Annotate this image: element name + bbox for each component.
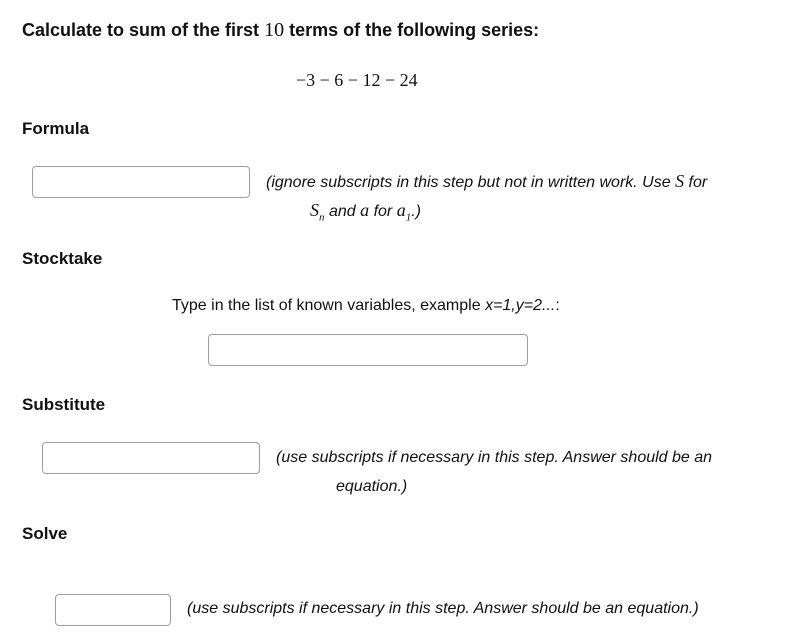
formula-hint-symbol-a: a: [360, 200, 370, 220]
solve-hint: (use subscripts if necessary in this step. Answer should be an equation.): [187, 600, 699, 617]
formula-hint-line2: [310, 196, 421, 233]
formula-input[interactable]: [32, 166, 250, 198]
formula-hint-end: .): [411, 203, 421, 220]
solve-input[interactable]: [55, 594, 171, 626]
question-prefix: Calculate to sum of the first: [22, 20, 260, 40]
formula-hint-line1: [266, 167, 707, 197]
substitute-input[interactable]: [42, 442, 260, 474]
question-suffix: terms of the following series:: [289, 20, 540, 40]
stocktake-instruction-text: Type in the list of known variables, example: [172, 297, 481, 314]
formula-hint-symbol-s: S: [675, 171, 685, 191]
stocktake-input[interactable]: [208, 334, 528, 366]
stocktake-instruction-example: x=1,y=2...: [485, 297, 556, 314]
formula-hint-for: for: [688, 174, 708, 191]
question-title: [22, 19, 539, 42]
formula-hint-for2: for: [373, 203, 393, 220]
formula-heading: Formula: [22, 119, 90, 138]
formula-hint-and: and: [328, 203, 356, 220]
formula-hint-sn-base: S: [310, 200, 319, 220]
substitute-hint-line2: equation.): [336, 478, 408, 495]
formula-hint-symbol-sn: [310, 200, 325, 224]
formula-hint-symbol-a1: [396, 200, 412, 224]
solve-heading: Solve: [22, 524, 68, 543]
substitute-hint-line1: (use subscripts if necessary in this step. Answer should be an: [276, 449, 713, 466]
series-expression: −3 − 6 − 12 − 24: [296, 70, 418, 90]
formula-hint-a1-base: a: [396, 200, 406, 220]
stocktake-instruction: [172, 297, 560, 315]
formula-hint-a1-sub: 1: [405, 211, 412, 224]
stocktake-heading: Stocktake: [22, 249, 103, 268]
formula-hint-text: (ignore subscripts in this step but not in written work. Use: [266, 174, 671, 191]
substitute-heading: Substitute: [22, 395, 106, 414]
stocktake-instruction-colon: :: [555, 297, 560, 314]
question-term-count: 10: [264, 19, 285, 41]
formula-hint-sn-sub: n: [319, 211, 325, 224]
